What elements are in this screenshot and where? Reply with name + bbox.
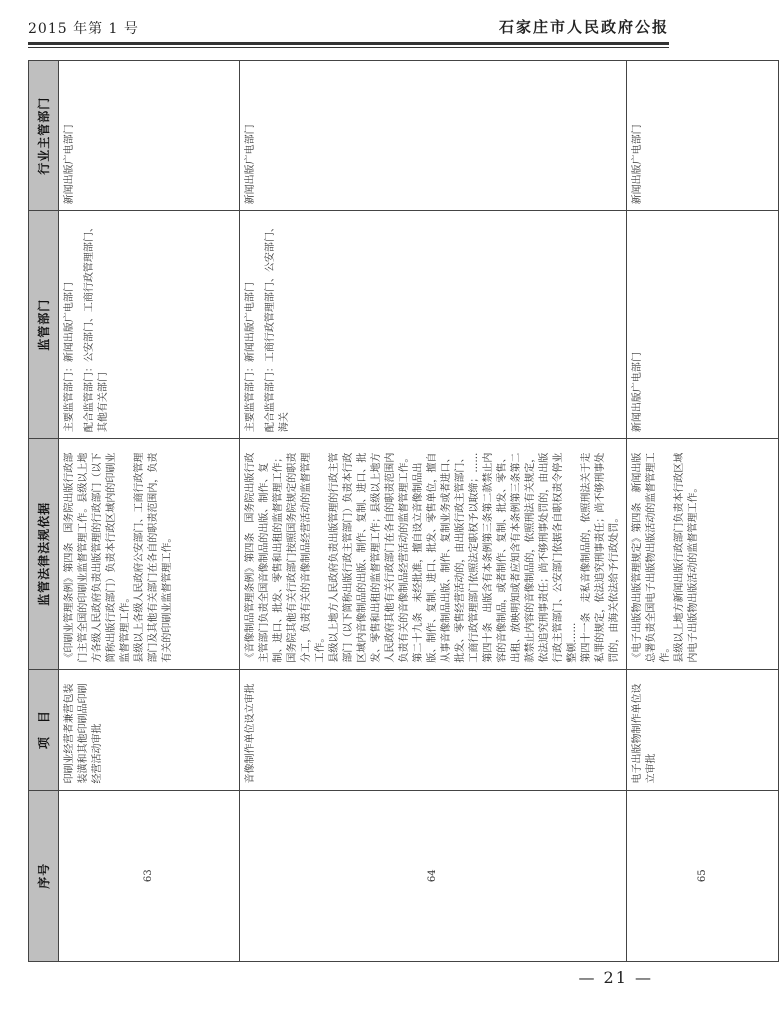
supervisor-line: 新闻出版广电部门 (632, 352, 643, 433)
item-name: 电子出版物制作单位设立审批 (627, 669, 779, 790)
row-number: 63 (59, 790, 240, 961)
publication-title: 石家庄市人民政府公报 (498, 18, 669, 36)
row-number: 64 (240, 790, 627, 961)
issue-label: 2015 年第 1 号 (28, 21, 139, 37)
basis-paragraph: 县级以上各级人民政府公安部门、工商行政管理部门及其他有关部门在各自的职责范围内，负责有关的印刷业监督管理工作。 (134, 452, 173, 663)
header-rule (28, 42, 669, 45)
table-row (627, 61, 779, 962)
basis-paragraph: 第四十一条 走私音像制品的，依照刑法关于走私罪的规定，依法追究刑事责任；尚不够刑事处罚的，由海关依法给予行政处罚。 (581, 452, 620, 663)
col-header-basis: 监管法律法规依据 (29, 439, 59, 670)
basis-paragraph: 《印刷业管理条例》第四条 国务院出版行政部门主管全国的印刷业监督管理工作。县级以上地方各级人民政府负责出版管理的行政部门（以下简称出版行政部门）负责本行政区域内的印刷业监督管理工作。 (64, 452, 131, 663)
table-row (59, 61, 240, 962)
row-number: 65 (627, 790, 779, 961)
table-frame (28, 60, 708, 962)
basis-paragraph: 县级以上地方人民政府负责出版管理的行政主管部门（以下简称出版行政主管部门）负责本行政区域内音像制品的出版、制作、复制、进口、批发、零售和出租的监督管理工作；县级以上地方人民政府其他有关行政部门在各自的职责范围内负责有关的音像制品经营活动的监督管理工作。 (329, 452, 410, 663)
rotated-table-container (28, 60, 708, 962)
basis-paragraph: 《电子出版物出版管理规定》第四条 新闻出版总署负责全国电子出版物出版活动的监督管理工作。 (632, 452, 671, 663)
legal-basis (59, 439, 240, 670)
supervisor-line: 配合监管部门：工商行政管理部门、公安部门、海关 (265, 222, 290, 433)
col-header-industry: 行业主管部门 (29, 61, 59, 211)
basis-paragraph: 第二十九条 未经批准，擅自设立音像制品出版、制作、复制、进口、批发、零售单位，擅自从事音像制品出版、制作、复制业务或者进口、批发、零售经营活动的，由出版行政主管部门、工商行政管理部门依照法定职权予以取缔；…… (413, 452, 480, 663)
col-header-supervisor: 监管部门 (29, 211, 59, 439)
basis-paragraph: 县级以上地方新闻出版行政部门负责本行政区域内电子出版物出版活动的监督管理工作。 (674, 452, 699, 663)
supervising-departments (59, 211, 240, 439)
supervisor-line: 主要监管部门：新闻出版广电部门 (64, 282, 75, 433)
legal-basis (627, 439, 779, 670)
col-header-item: 项 目 (29, 669, 59, 790)
page-header (28, 8, 669, 42)
basis-paragraph: 《音像制品管理条例》第四条 国务院出版行政主管部门负责全国音像制品的出版、制作、复制、进口、批发、零售和出租的监督管理工作；国务院其他有关行政部门按照国务院规定的职责分工，负责有关的音像制品经营活动的监督管理工作。 (245, 452, 326, 663)
regulation-table (28, 60, 779, 962)
supervising-departments (627, 211, 779, 439)
item-name: 音像制作单位设立审批 (240, 669, 627, 790)
header-rule-thin (28, 47, 669, 48)
industry-department: 新闻出版广电部门 (59, 61, 240, 211)
supervisor-line: 主要监管部门：新闻出版广电部门 (245, 282, 256, 433)
item-name: 印刷业经营者兼营包装装潢和其他印刷品印刷经营活动审批 (59, 669, 240, 790)
table-header-row (29, 61, 59, 962)
legal-basis (240, 439, 627, 670)
industry-department: 新闻出版广电部门 (240, 61, 627, 211)
page-number: — 21 — (578, 968, 653, 987)
col-header-no: 序号 (29, 790, 59, 961)
supervisor-line: 配合监管部门：公安部门、工商行政管理部门、其他有关部门 (84, 222, 109, 433)
table-row (240, 61, 627, 962)
industry-department: 新闻出版广电部门 (627, 61, 779, 211)
supervising-departments (240, 211, 627, 439)
basis-paragraph: 第四十条 出版含有本条例第三条第二款禁止内容的音像制品，或者制作、复制、批发、零售、出租、放映明知或者应知含有本条例第三条第二款禁止内容的音像制品的，依照刑法有关规定，依法追究刑事责任；尚不够刑事处罚的，由出版行政主管部门、公安部门依据各自职权责令停业整顿…… (483, 452, 578, 663)
